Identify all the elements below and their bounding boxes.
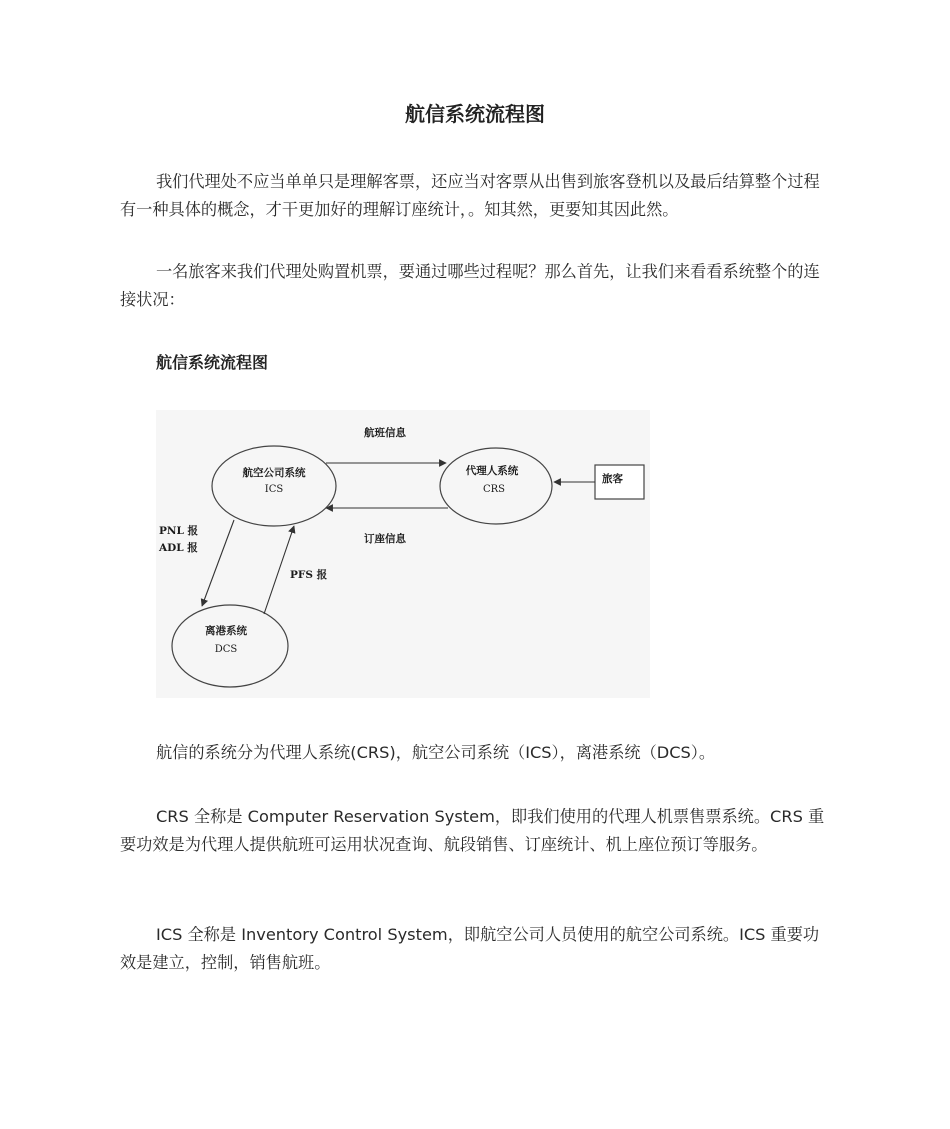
dcs-name-label: 离港系统 xyxy=(205,625,247,637)
dcs-code-label: DCS xyxy=(214,644,238,655)
system-flow-diagram xyxy=(156,410,650,698)
pnl-adl-arrow xyxy=(202,520,234,606)
page-title: 航信系统流程图 xyxy=(405,102,545,126)
ics-paragraph: ICS 全称是 Inventory Control System，即航空公司人员使用的航空公司系统。ICS 重要功效是建立，控制，销售航班。 xyxy=(120,925,820,972)
passenger-label: 旅客 xyxy=(602,473,623,485)
diagram-heading: 航信系统流程图 xyxy=(156,353,269,372)
intro-paragraph: 我们代理处不应当单单只是理解客票，还应当对客票从出售到旅客登机以及最后结算整个过程有一种具体的概念，才干更加好的理解订座统计，。知其然，更要知其因此然。 xyxy=(120,172,820,219)
ics-name-label: 航空公司系统 xyxy=(242,467,306,479)
adl-label: ADL 报 xyxy=(159,542,198,554)
systems-paragraph: 航信的系统分为代理人系统(CRS)，航空公司系统（ICS），离港系统（DCS）。 xyxy=(156,743,716,762)
crs-code-label: CRS xyxy=(482,484,506,495)
question-paragraph: 一名旅客来我们代理处购置机票，要通过哪些过程呢？那么首先，让我们来看看系统整个的连接状况： xyxy=(120,262,820,309)
ics-code-label: ICS xyxy=(264,484,284,495)
pfs-label: PFS 报 xyxy=(290,569,328,581)
flight-info-label: 航班信息 xyxy=(364,427,406,439)
crs-paragraph: CRS 全称是 Computer Reservation System，即我们使用的代理人机票售票系统。CRS 重要功效是为代理人提供航班可运用状况查询、航段销售、订座统计、机上座位预订等服务。 xyxy=(120,807,825,854)
crs-name-label: 代理人系统 xyxy=(465,465,519,477)
booking-info-label: 订座信息 xyxy=(364,533,406,545)
pnl-label: PNL 报 xyxy=(159,525,199,537)
